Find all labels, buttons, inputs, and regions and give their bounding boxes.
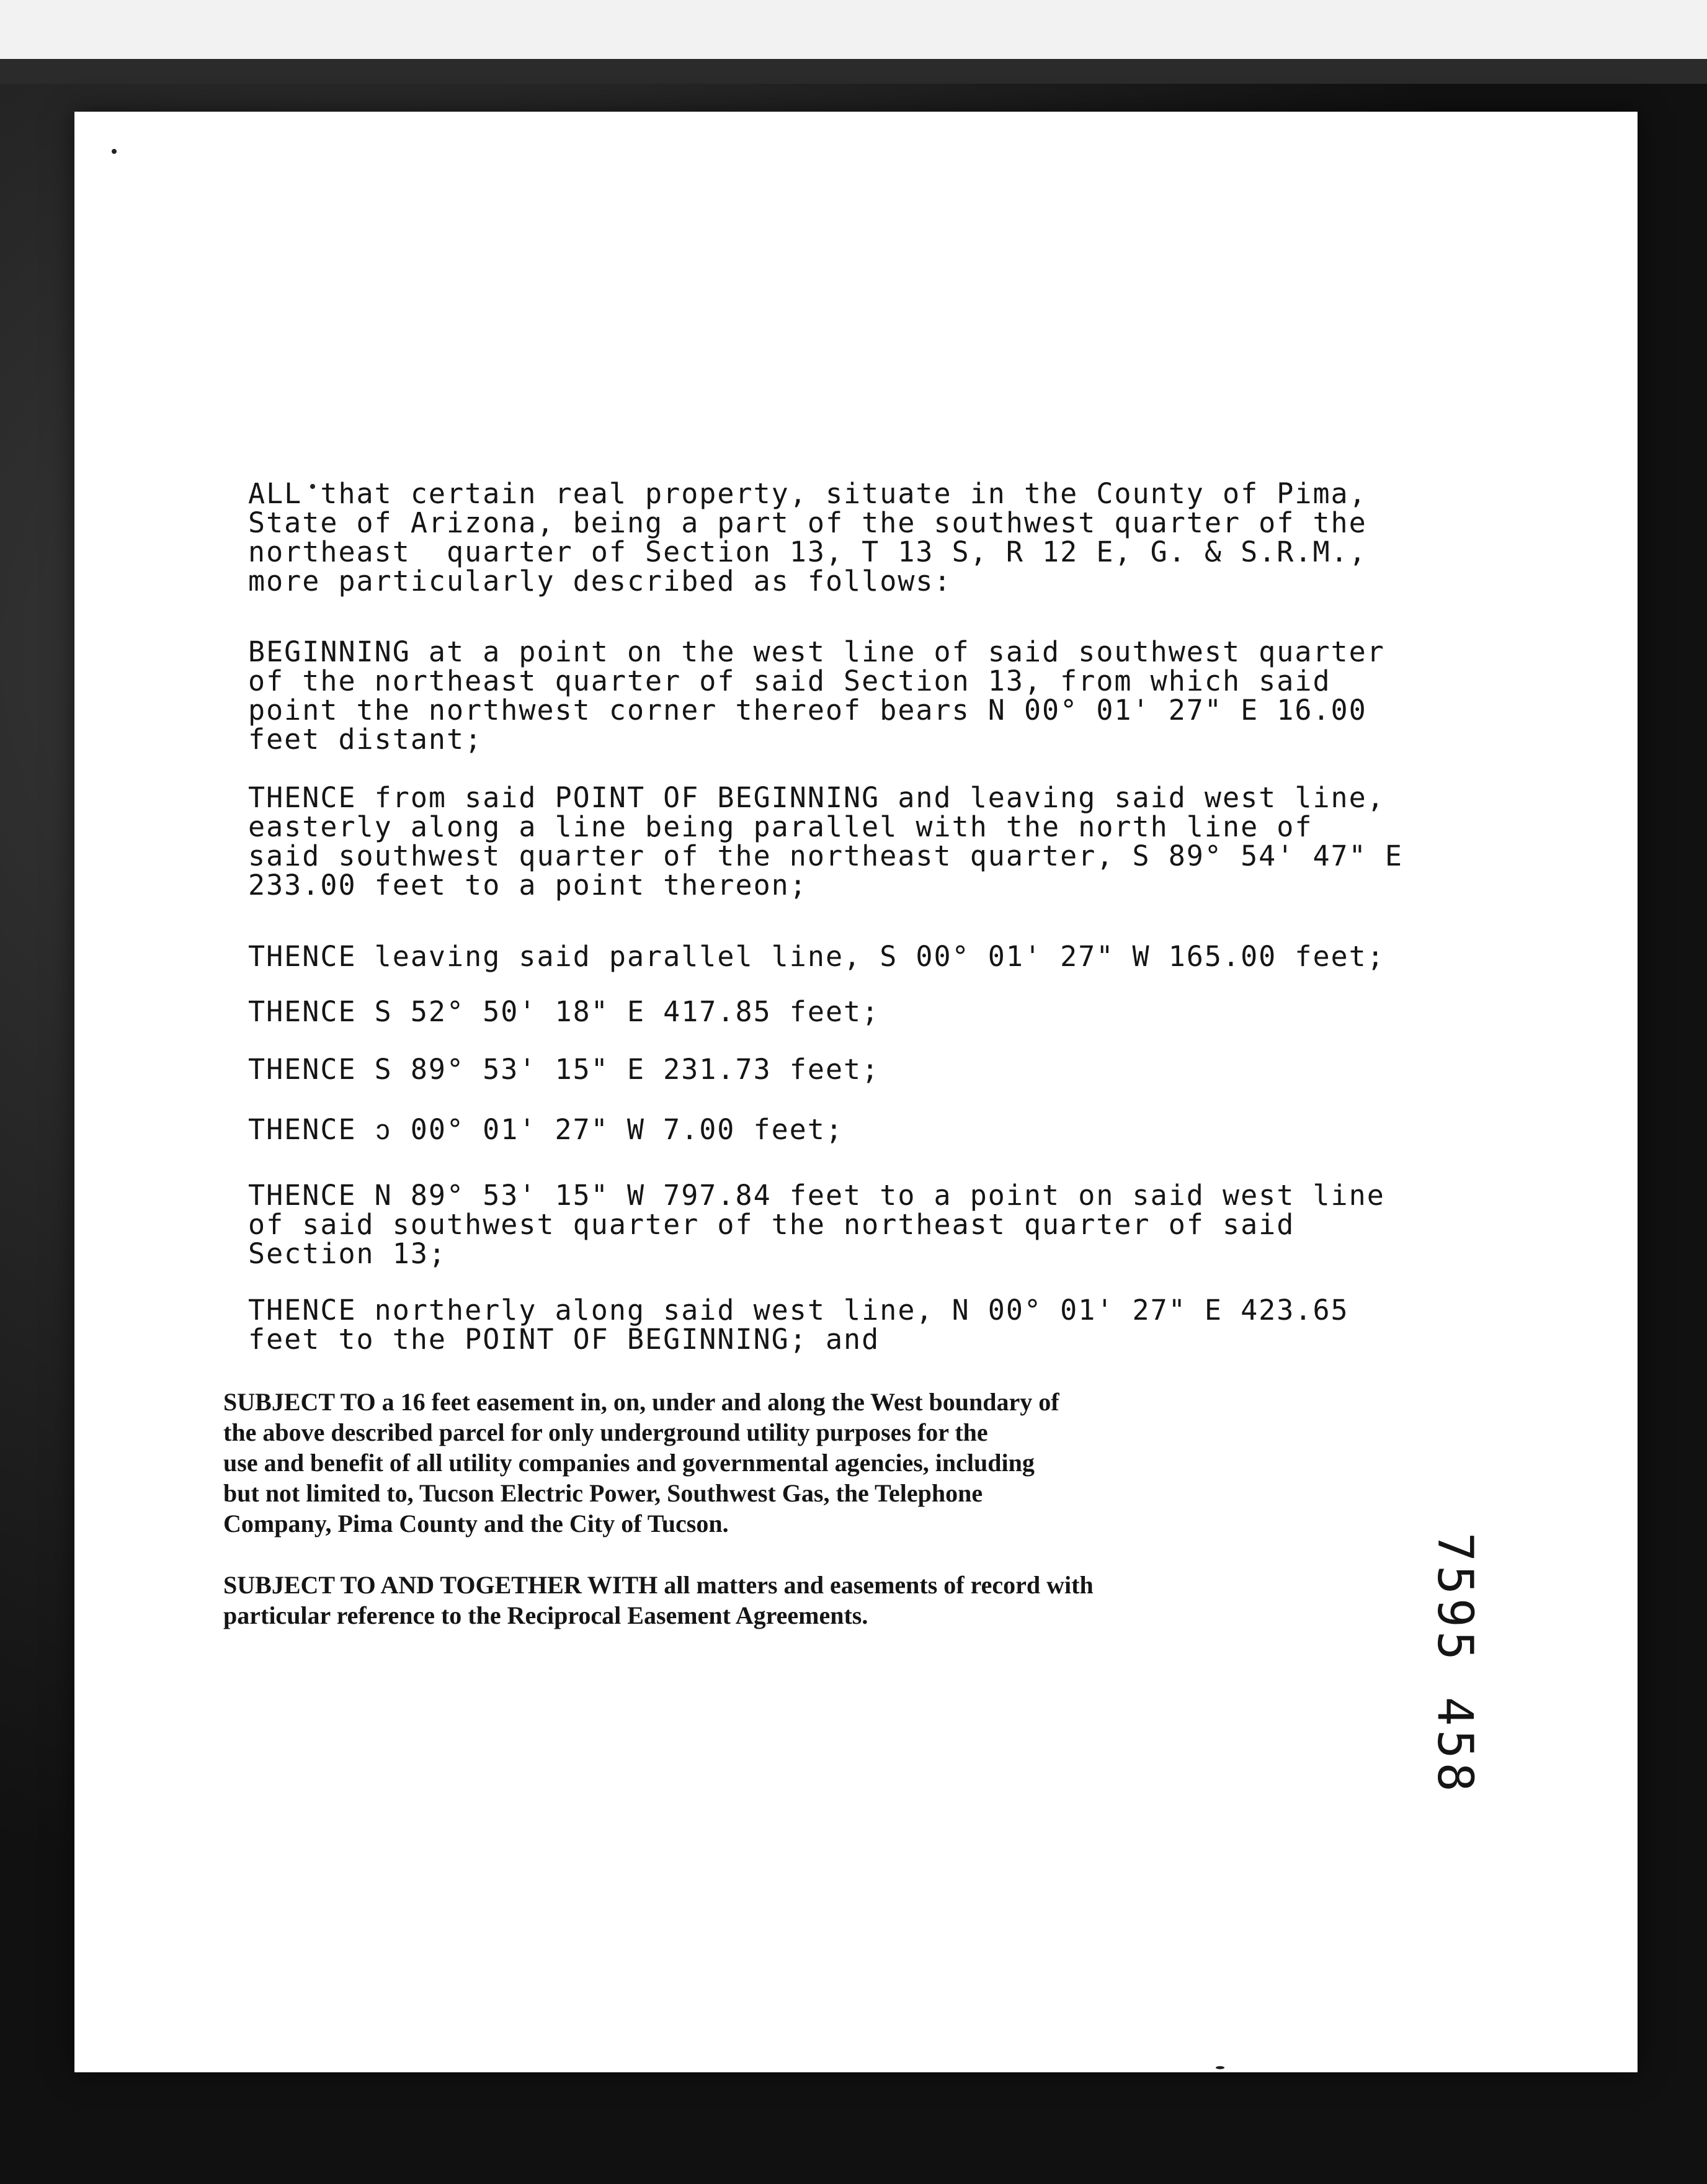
description-paragraph-8: THENCE N 89° 53' 15" W 797.84 feet to a point on said west line of said southwest quarter of the northeast quarter of said Section 13;: [248, 1179, 1385, 1270]
description-paragraph-3: THENCE from said POINT OF BEGINNING and leaving said west line, easterly along a line being parallel with the north line of said southwest quarter of the northeast quarter, S 89° 54' 47" E 233.00 feet to a point thereon;: [248, 781, 1403, 902]
scan-speck: [1216, 2066, 1224, 2069]
paper-sheet: [74, 112, 1638, 2072]
subject-paragraph-2: SUBJECT TO AND TOGETHER WITH all matters and easements of record with particular reference to the Reciprocal Easement Agreements.: [223, 1571, 1094, 1629]
scan-speck: [112, 149, 117, 154]
description-paragraph-1: ALL that certain real property, situate in the County of Pima, State of Arizona, being a part of the southwest quarter of the northeast quarter of Section 13, T 13 S, R 12 E, G. & S.R.M., more particularly described as follows:: [248, 477, 1367, 597]
scan-top-strip: [0, 0, 1707, 59]
description-paragraph-6: THENCE S 89° 53' 15" E 231.73 feet;: [248, 1053, 880, 1086]
description-paragraph-5: THENCE S 52° 50' 18" E 417.85 feet;: [248, 995, 880, 1028]
description-paragraph-7: THENCE ↄ 00° 01' 27" W 7.00 feet;: [248, 1113, 844, 1146]
page-stamp: 7595 458: [1427, 1533, 1482, 1796]
subject-paragraph-1: SUBJECT TO a 16 feet easement in, on, under and along the West boundary of the above described parcel for only underground utility purposes for the use and benefit of all utility companies and governmental agencies, including but not limited to, Tucson Electric Power, Southwest Gas, the Telephone Company, Pima County and the City of Tucson.: [223, 1388, 1059, 1537]
scan-top-band: [0, 59, 1707, 84]
description-paragraph-2: BEGINNING at a point on the west line of said southwest quarter of the northeast quarter of said Section 13, from which said point the northwest corner thereof bears N 00° 01' 27" E 16.00 feet distant;: [248, 635, 1385, 756]
description-paragraph-9: THENCE northerly along said west line, N 00° 01' 27" E 423.65 feet to the POINT OF BEGINNING; and: [248, 1294, 1349, 1356]
description-paragraph-4: THENCE leaving said parallel line, S 00° 01' 27" W 165.00 feet;: [248, 940, 1385, 973]
